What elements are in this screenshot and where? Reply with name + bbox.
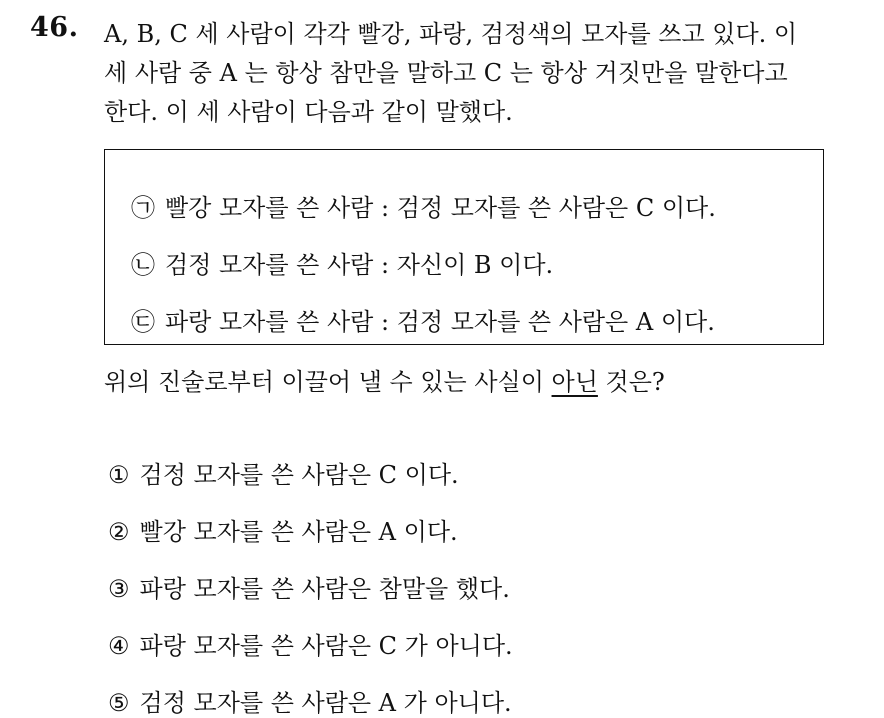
option-marker: ① bbox=[108, 461, 130, 489]
answer-option-4[interactable] bbox=[108, 626, 513, 661]
stem-line: 세 사람 중 A 는 항상 참만을 말하고 C 는 항상 거짓만을 말한다고 bbox=[104, 59, 788, 87]
stem-line: 한다. 이 세 사람이 다음과 같이 말했다. bbox=[104, 98, 513, 126]
answer-option-2[interactable] bbox=[108, 512, 458, 547]
option-marker: ② bbox=[108, 518, 130, 546]
option-text: 빨강 모자를 쓴 사람은 A 이다. bbox=[139, 518, 458, 546]
statement-text: 검정 모자를 쓴 사람 : 자신이 B 이다. bbox=[165, 251, 554, 279]
prompt-emphasis: 아닌 bbox=[551, 368, 598, 396]
answer-option-1[interactable] bbox=[108, 455, 459, 490]
statements-box bbox=[104, 149, 824, 345]
option-text: 검정 모자를 쓴 사람은 A 가 아니다. bbox=[139, 689, 512, 717]
answer-option-3[interactable] bbox=[108, 569, 510, 604]
option-text: 파랑 모자를 쓴 사람은 C 가 아니다. bbox=[139, 632, 513, 660]
statement-text: 빨강 모자를 쓴 사람 : 검정 모자를 쓴 사람은 C 이다. bbox=[165, 194, 716, 222]
statement-marker: ㉡ bbox=[131, 251, 155, 279]
prompt-text: 위의 진술로부터 이끌어 낼 수 있는 사실이 bbox=[104, 368, 552, 396]
question-stem bbox=[104, 15, 874, 132]
statement bbox=[131, 302, 715, 337]
statement-text: 파랑 모자를 쓴 사람 : 검정 모자를 쓴 사람은 A 이다. bbox=[165, 308, 715, 336]
prompt-text-end: 것은? bbox=[597, 368, 665, 396]
statement bbox=[131, 245, 553, 280]
statement bbox=[131, 188, 716, 223]
question-prompt bbox=[104, 362, 665, 397]
option-text: 파랑 모자를 쓴 사람은 참말을 했다. bbox=[139, 575, 510, 603]
option-marker: ④ bbox=[108, 632, 130, 660]
statement-marker: ㉠ bbox=[131, 194, 155, 222]
option-marker: ③ bbox=[108, 575, 130, 603]
stem-line: A, B, C 세 사람이 각각 빨강, 파랑, 검정색의 모자를 쓰고 있다. 이 bbox=[104, 20, 798, 48]
option-marker: ⑤ bbox=[108, 689, 130, 717]
question-number: 46. bbox=[30, 12, 79, 43]
statement-marker: ㉢ bbox=[131, 308, 155, 336]
option-text: 검정 모자를 쓴 사람은 C 이다. bbox=[139, 461, 459, 489]
